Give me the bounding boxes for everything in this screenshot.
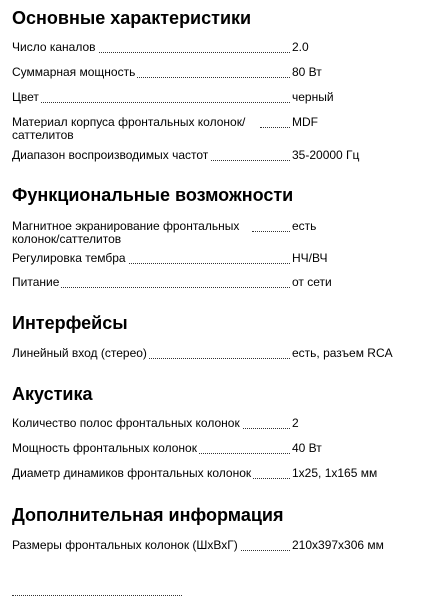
spec-value: есть, разъем RCA	[292, 346, 393, 360]
spec-label: Суммарная мощность	[12, 66, 136, 79]
spec-value: 35-20000 Гц	[292, 148, 360, 162]
spec-value: есть	[292, 219, 317, 233]
section-title-acoustics: Акустика	[12, 384, 93, 404]
spec-label: Диапазон воспроизводимых частот	[12, 149, 209, 162]
spec-label: Диаметр динамиков фронтальных колонок	[12, 467, 252, 480]
truncated-row	[12, 584, 182, 598]
spec-label: Магнитное экранирование фронтальных колонок/саттелитов	[12, 220, 240, 246]
spec-value: 80 Вт	[292, 65, 322, 79]
spec-value: черный	[292, 90, 334, 104]
spec-value: 2	[292, 416, 299, 430]
spec-label: Питание	[12, 276, 60, 289]
spec-label: Размеры фронтальных колонок (ШхВхГ)	[12, 539, 238, 552]
spec-label: Регулировка тембра	[12, 252, 126, 265]
spec-value: 2.0	[292, 40, 309, 54]
spec-value: НЧ/ВЧ	[292, 251, 328, 265]
section-title-additional-info: Дополнительная информация	[12, 505, 284, 525]
spec-value: 1x25, 1x165 мм	[292, 466, 378, 480]
spec-label: Количество полос фронтальных колонок	[12, 417, 240, 430]
section-title-main-specs: Основные характеристики	[12, 8, 252, 28]
spec-label: Линейный вход (стерео)	[12, 347, 147, 360]
spec-value: 40 Вт	[292, 441, 322, 455]
section-title-features: Функциональные возможности	[12, 185, 294, 205]
spec-label: Цвет	[12, 91, 39, 104]
spec-label: Материал корпуса фронтальных колонок/ саттелитов	[12, 116, 246, 142]
section-title-interfaces: Интерфейсы	[12, 313, 128, 333]
spec-label: Число каналов	[12, 41, 96, 54]
spec-value: от сети	[292, 275, 332, 289]
spec-value: MDF	[292, 115, 318, 129]
spec-value: 210x397x306 мм	[292, 538, 384, 552]
spec-label: Мощность фронтальных колонок	[12, 442, 197, 455]
